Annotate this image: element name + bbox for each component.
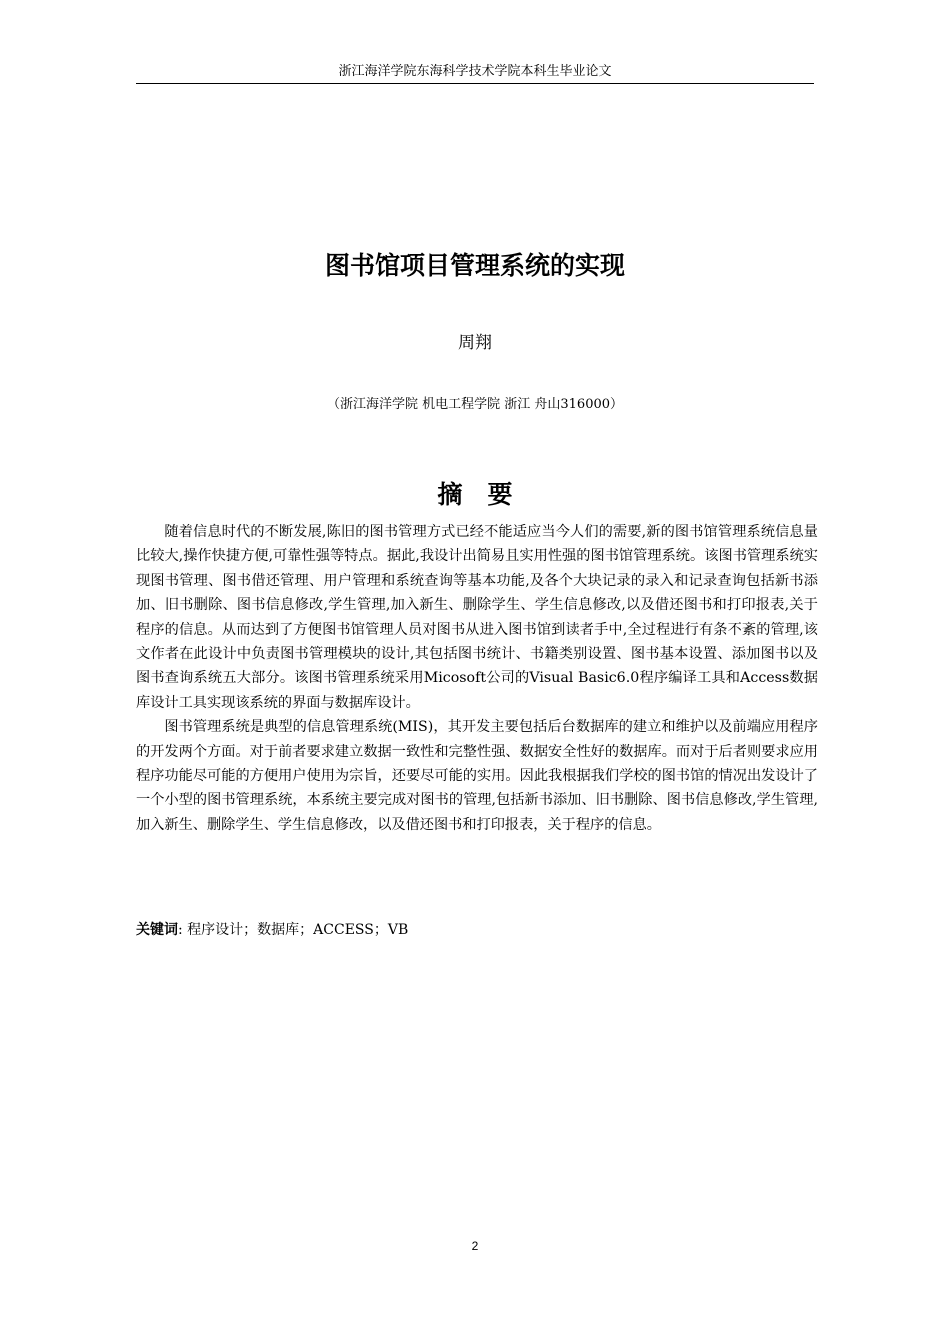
abstract-paragraph-2: 图书管理系统是典型的信息管理系统(MIS)，其开发主要包括后台数据库的建立和维护以及前端应用程序的开发两个方面。对于前者要求建立数据一致性和完整性强、数据安全性好的数据库。而对于后者则要求应用程序功能尽可能的方便用户使用为宗旨，还要尽可能的实用。因此我根据我们学校的图书馆的情况出发设计了一个小型的图书管理系统，本系统主要完成对图书的管理,包括新书添加、旧书删除、图书信息修改,学生管理,加入新生、删除学生、学生信息修改，以及借还图书和打印报表，关于程序的信息。 xyxy=(136,719,818,833)
abstract-paragraph-1: 随着信息时代的不断发展,陈旧的图书管理方式已经不能适应当今人们的需要,新的图书馆管理系统信息量比较大,操作快捷方便,可靠性强等特点。据此,我设计出简易且实用性强的图书馆管理系统。该图书管理系统实现图书管理、图书借还管理、用户管理和系统查询等基本功能,及各个大块记录的录入和记录查询包括新书添加、旧书删除、图书信息修改,学生管理,加入新生、删除学生、学生信息修改,以及借还图书和打印报表,关于程序的信息。从而达到了方便图书馆管理人员对图书从进入图书馆到读者手中,全过程进行有条不紊的管理,该文作者在此设计中负责图书管理模块的设计,其包括图书统计、书籍类别设置、图书基本设置、添加图书以及图书查询系统五大部分。该图书管理系统采用Micosoft公司的Visual Basic6.0程序编译工具和Access数据库设计工具实现该系统的界面与数据库设计。 xyxy=(136,524,818,711)
abstract-body xyxy=(136,520,818,837)
keywords-label: 关键词 xyxy=(136,922,178,938)
paper-title: 图书馆项目管理系统的实现 xyxy=(324,251,625,280)
running-header: 浙江海洋学院东海科学技术学院本科生毕业论文 xyxy=(338,64,612,79)
abstract-heading: 摘 要 xyxy=(437,480,513,509)
header-divider xyxy=(136,83,814,84)
author-name: 周翔 xyxy=(458,333,492,353)
keywords-separator: : xyxy=(178,922,188,938)
author-affiliation: （浙江海洋学院 机电工程学院 浙江 舟山316000） xyxy=(326,397,624,412)
page-number: 2 xyxy=(471,1239,479,1253)
keywords-line xyxy=(136,919,814,941)
keywords-text: 程序设计；数据库；ACCESS；VB xyxy=(187,922,409,938)
